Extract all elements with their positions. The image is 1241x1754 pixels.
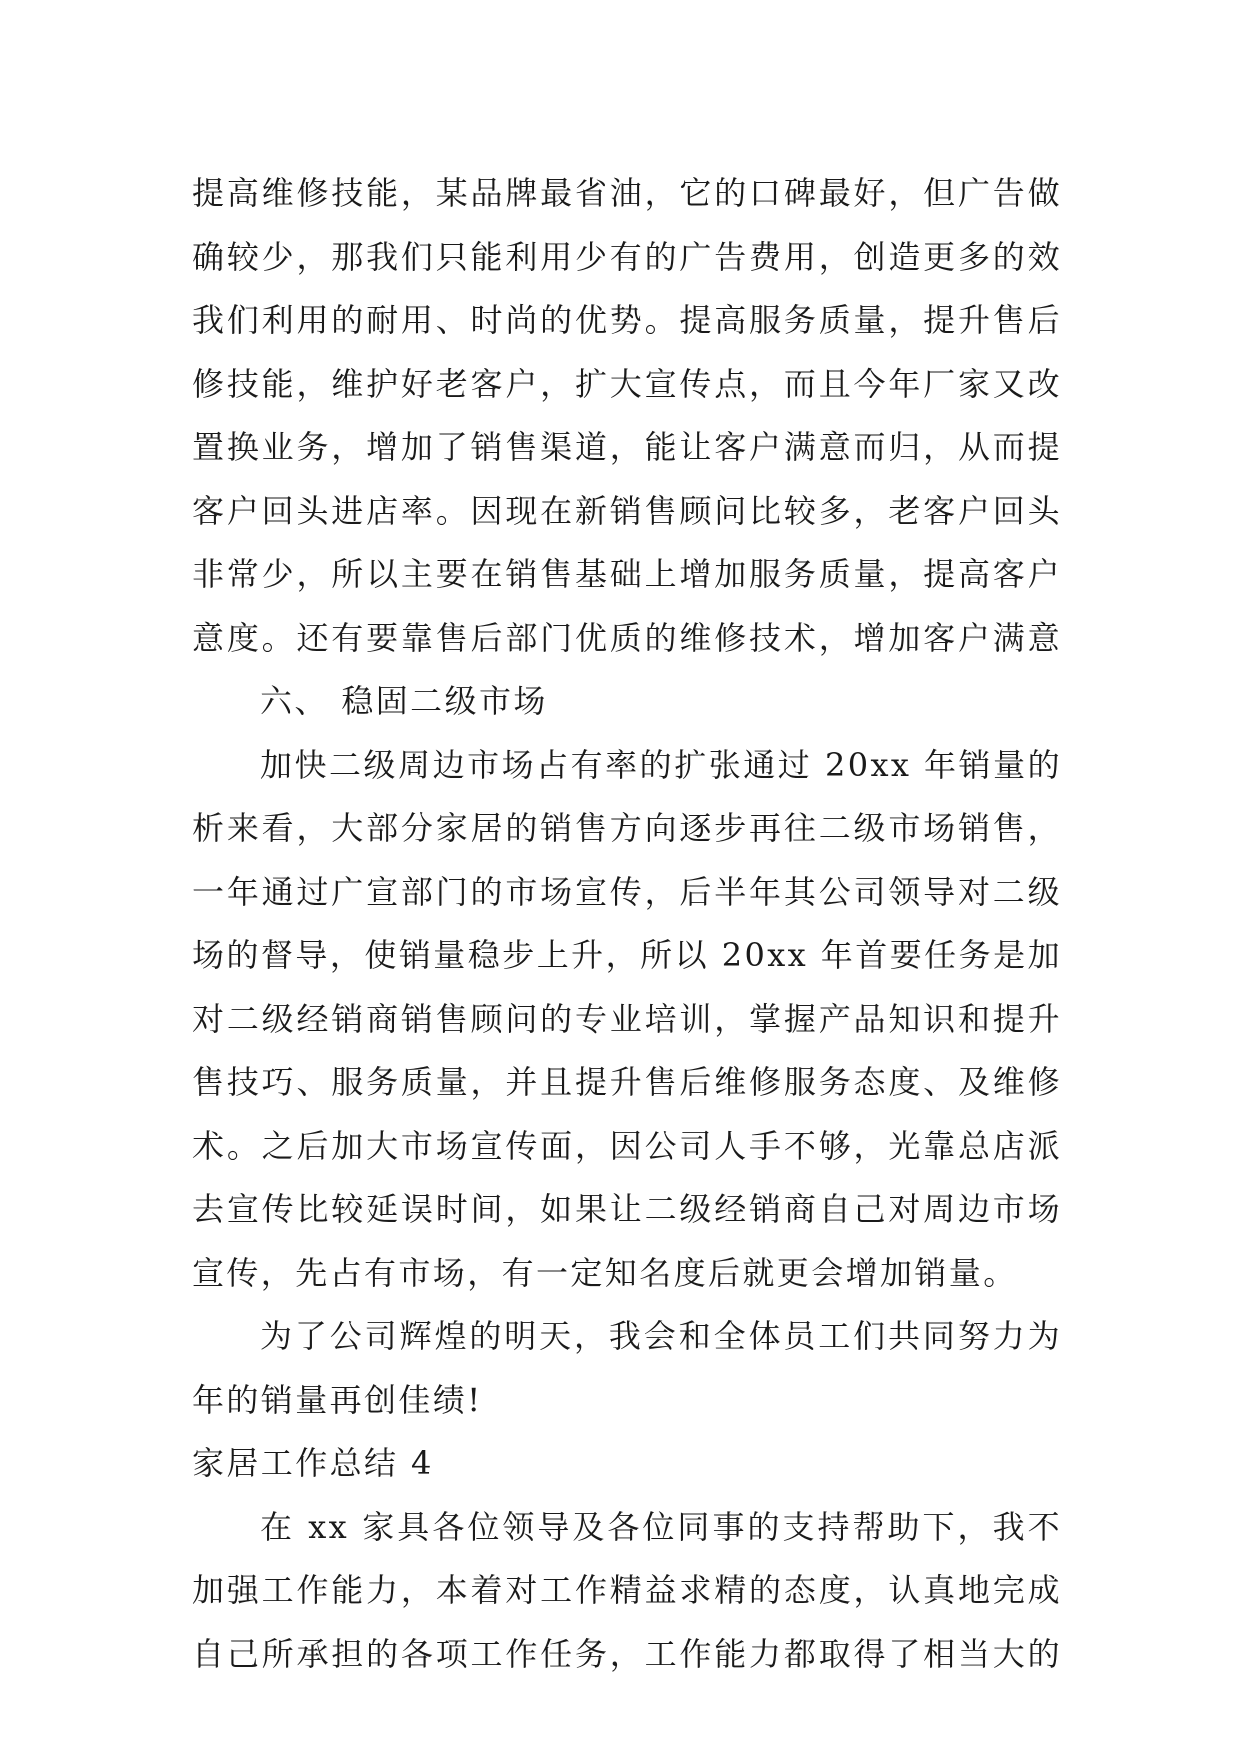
section-heading: 六、 稳固二级市场 xyxy=(260,682,548,720)
paragraph-line: 术。之后加大市场宣传面，因公司人手不够，光靠总店派 xyxy=(192,1126,1062,1165)
paragraph-line: 宣传，先占有市场，有一定知名度后就更会增加销量。 xyxy=(192,1253,1018,1292)
paragraph-line: 确较少，那我们只能利用少有的广告费用，创造更多的效 xyxy=(192,237,1062,276)
paragraph-line: 加快二级周边市场占有率的扩张通过 20xx 年销量的 xyxy=(260,745,1062,784)
paragraph-line: 售技巧、服务质量，并且提升售后维修服务态度、及维修 xyxy=(192,1063,1062,1101)
paragraph-line: 对二级经销商销售顾问的专业培训，掌握产品知识和提升 xyxy=(192,999,1062,1038)
paragraph-line: 加强工作能力，本着对工作精益求精的态度，认真地完成 xyxy=(192,1571,1062,1609)
paragraph-line: 提高维修技能，某品牌最省油，它的口碑最好，但广告做 xyxy=(192,174,1062,212)
paragraph-line: 客户回头进店率。因现在新销售顾问比较多，老客户回头 xyxy=(192,491,1062,530)
paragraph-line: 修技能，维护好老客户，扩大宣传点，而且今年厂家又改 xyxy=(192,364,1062,403)
paragraph-line: 一年通过广宣部门的市场宣传，后半年其公司领导对二级 xyxy=(192,872,1062,911)
paragraph-line: 置换业务，增加了销售渠道，能让客户满意而归，从而提 xyxy=(192,428,1062,466)
paragraph-line: 在 xx 家具各位领导及各位同事的支持帮助下，我不 xyxy=(260,1507,1062,1546)
paragraph-line: 去宣传比较延误时间，如果让二级经销商自己对周边市场 xyxy=(192,1190,1062,1228)
section-title: 家居工作总结 4 xyxy=(192,1444,434,1482)
paragraph-line: 为了公司辉煌的明天，我会和全体员工们共同努力为 xyxy=(260,1317,1062,1355)
paragraph-line: 我们利用的耐用、时尚的优势。提高服务质量，提升售后 xyxy=(192,301,1062,339)
paragraph-line: 场的督导，使销量稳步上升，所以 20xx 年首要任务是加 xyxy=(192,936,1062,974)
paragraph-line: 自己所承担的各项工作任务，工作能力都取得了相当大的 xyxy=(192,1634,1062,1673)
document-body xyxy=(192,162,1062,1686)
paragraph-line: 意度。还有要靠售后部门优质的维修技术，增加客户满意 xyxy=(192,618,1062,657)
paragraph-line: 析来看，大部分家居的销售方向逐步再往二级市场销售， xyxy=(192,809,1062,847)
paragraph-line: 非常少，所以主要在销售基础上增加服务质量，提高客户 xyxy=(192,555,1062,593)
paragraph-line: 年的销量再创佳绩! xyxy=(192,1380,483,1419)
